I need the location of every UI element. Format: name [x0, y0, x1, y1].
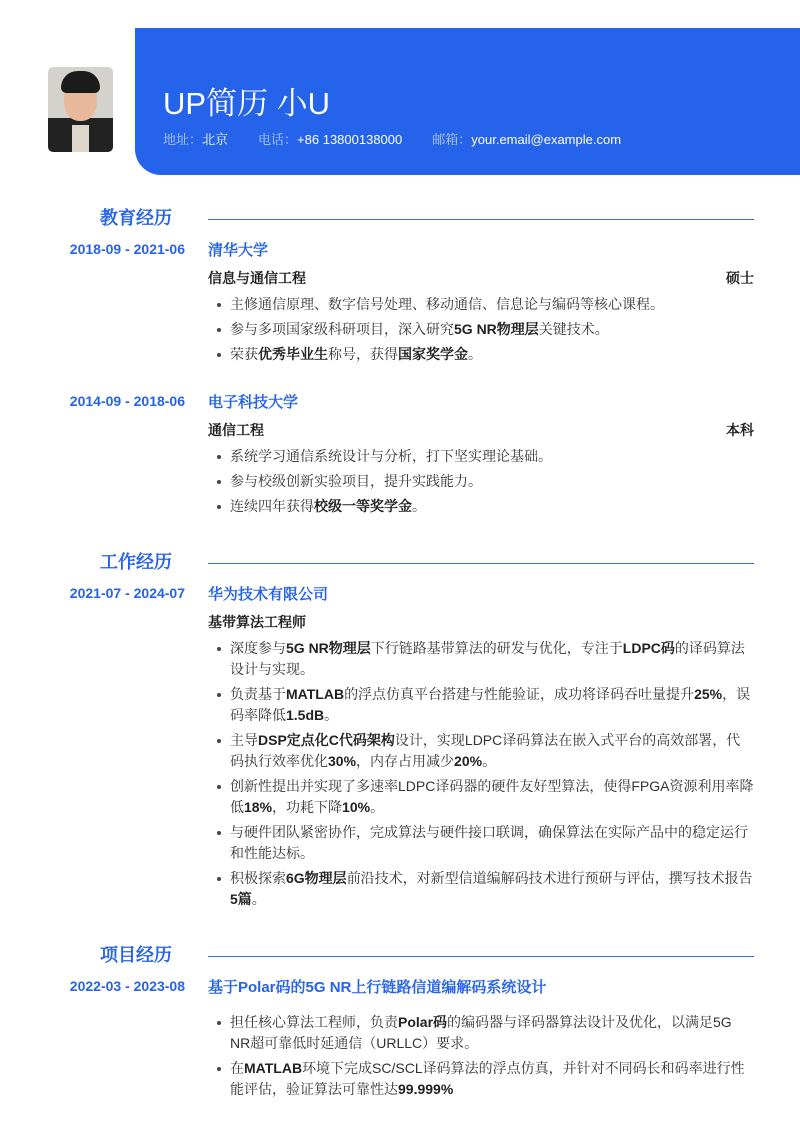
candidate-name: UP简历 小U	[163, 86, 331, 121]
entry-date: 2014-09 - 2018-06	[69, 393, 185, 409]
bullet-item	[208, 730, 754, 772]
bullet-list	[208, 294, 754, 365]
contact-phone	[258, 129, 402, 148]
text: 。	[468, 346, 482, 362]
contact-info	[163, 129, 651, 148]
text: 关键技术。	[538, 321, 609, 337]
entry-title: 基于Polar码的5G NR上行链路信道编解码系统设计	[208, 979, 547, 996]
bold-text: 优秀毕业生	[258, 346, 328, 362]
bold-text: 10%	[342, 799, 371, 815]
contact-value: +86 13800138000	[297, 132, 403, 147]
section-title: 工作经历	[100, 552, 172, 572]
text: 荣获	[230, 346, 258, 362]
contact-value: your.email@example.com	[471, 132, 622, 147]
spacer	[208, 1004, 754, 1012]
entry-date: 2022-03 - 2023-08	[69, 978, 185, 994]
text: 的浮点仿真平台搭建与性能验证，成功将译码吞吐量提升	[344, 686, 695, 702]
text: 下行链路基带算法的研发与优化，专注于	[370, 640, 623, 656]
text: 创新性提出并实现了多速率LDPC译码器的硬件友好型算法，使得FPGA资源利用率降低	[230, 778, 754, 815]
contact-label: 邮箱：	[432, 132, 472, 147]
contact-email	[432, 129, 621, 148]
entry-subtitle: 信息与通信工程	[208, 270, 306, 286]
entry-degree: 本科	[726, 422, 754, 438]
bold-text: 18%	[244, 799, 273, 815]
text: 参与校级创新实验项目，提升实践能力。	[230, 473, 482, 489]
resume-entry	[0, 391, 800, 517]
text: ，内存占用减少	[356, 753, 455, 769]
entry-body	[208, 583, 754, 910]
entry-date: 2018-09 - 2021-06	[69, 241, 185, 257]
contact-address	[163, 129, 228, 148]
bold-text: DSP定点化C代码架构	[258, 732, 395, 748]
text: 。	[251, 891, 266, 907]
text: 主修通信原理、数字信号处理、移动通信、信息论与编码等核心课程。	[230, 296, 664, 312]
entry-subtitle-row	[208, 419, 754, 446]
bold-text: 5G NR物理层	[454, 321, 539, 337]
text: 与硬件团队紧密协作，完成算法与硬件接口联调，确保算法在实际产品中的稳定运行和性能达标。	[230, 824, 748, 861]
resume-entry	[0, 976, 800, 1100]
entry-subtitle-row	[208, 267, 754, 294]
text: 环境下完成SC/SCL译码算法的浮点仿真，并针对不同码长和码率进行性能评估，验证算法可靠性达	[230, 1060, 745, 1097]
contact-value: 北京	[202, 132, 229, 147]
text: 称号，获得	[328, 346, 398, 362]
text: 的译码算法设计与实现。	[230, 640, 745, 677]
bold-text: Polar码	[398, 1014, 448, 1030]
text: 。	[370, 799, 385, 815]
text: 负责基于	[230, 686, 286, 702]
text: 在	[230, 1060, 244, 1076]
bold-text: LDPC码	[622, 640, 675, 656]
bullet-item	[208, 319, 754, 340]
entry-subtitle-row	[208, 611, 754, 638]
bold-text: 1.5dB	[286, 707, 325, 723]
bold-text: MATLAB	[286, 686, 345, 702]
resume-section	[0, 547, 800, 910]
bullet-item	[208, 638, 754, 680]
avatar-photo	[48, 67, 113, 152]
contact-label: 电话：	[258, 132, 298, 147]
section-header	[0, 547, 800, 577]
bold-text: 25%	[694, 686, 723, 702]
entry-subtitle: 通信工程	[208, 422, 264, 438]
text: 担任核心算法工程师，负责	[230, 1014, 398, 1030]
bullet-item	[208, 471, 754, 492]
entry-body	[208, 391, 754, 517]
section-divider	[208, 956, 754, 957]
entry-date: 2021-07 - 2024-07	[69, 585, 185, 601]
bold-text: 5篇	[230, 891, 252, 907]
entry-title: 电子科技大学	[208, 394, 299, 411]
text: 。	[324, 707, 339, 723]
bold-text: 5G NR物理层	[286, 640, 371, 656]
bold-text: 校级一等奖学金	[314, 498, 412, 514]
bullet-item	[208, 822, 754, 864]
section-divider	[208, 563, 754, 564]
resume-entry	[0, 239, 800, 365]
text: 。	[482, 753, 497, 769]
entry-subtitle: 基带算法工程师	[208, 614, 306, 630]
text: 积极探索	[230, 870, 286, 886]
bold-text: MATLAB	[244, 1060, 303, 1076]
bullet-item	[208, 776, 754, 818]
bullet-item	[208, 496, 754, 517]
resume-content	[0, 203, 800, 1130]
text: 设计，实现LDPC译码算法在嵌入式平台的高效部署，代码执行效率优化	[230, 732, 741, 769]
section-title: 项目经历	[100, 945, 172, 965]
bullet-list	[208, 638, 754, 910]
resume-section	[0, 203, 800, 517]
bullet-item	[208, 684, 754, 726]
text: 的编码器与译码器算法设计及优化，以满足5G NR超可靠低时延通信（URLLC）要求。	[230, 1014, 732, 1051]
section-divider	[208, 219, 754, 220]
bullet-item	[208, 868, 754, 910]
contact-label: 地址：	[163, 132, 203, 147]
text: 前沿技术，对新型信道编解码技术进行预研与评估，撰写技术报告	[346, 870, 753, 886]
bullet-item	[208, 294, 754, 315]
bold-text: 99.999%	[398, 1081, 454, 1097]
bold-text: 30%	[328, 753, 357, 769]
entry-body	[208, 976, 754, 1100]
text: 深度参与	[230, 640, 286, 656]
bullet-item	[208, 1058, 754, 1100]
bullet-list	[208, 1012, 754, 1100]
text: 。	[412, 498, 426, 514]
text: ，误码率降低	[230, 686, 751, 723]
bold-text: 20%	[454, 753, 483, 769]
header-banner	[135, 28, 800, 175]
section-header	[0, 203, 800, 233]
entry-title: 华为技术有限公司	[208, 586, 329, 603]
resume-section	[0, 940, 800, 1100]
text: 系统学习通信系统设计与分析，打下坚实理论基础。	[230, 448, 552, 464]
entry-title: 清华大学	[208, 242, 269, 259]
entry-degree: 硕士	[726, 270, 754, 286]
text: 连续四年获得	[230, 498, 314, 514]
bullet-item	[208, 1012, 754, 1054]
section-title: 教育经历	[100, 208, 172, 228]
resume-entry	[0, 583, 800, 910]
text: ，功耗下降	[272, 799, 343, 815]
bold-text: 6G物理层	[286, 870, 347, 886]
bold-text: 国家奖学金	[398, 346, 468, 362]
text: 参与多项国家级科研项目，深入研究	[230, 321, 454, 337]
bullet-list	[208, 446, 754, 517]
bullet-item	[208, 446, 754, 467]
entry-body	[208, 239, 754, 365]
bullet-item	[208, 344, 754, 365]
text: 主导	[230, 732, 258, 748]
section-header	[0, 940, 800, 970]
